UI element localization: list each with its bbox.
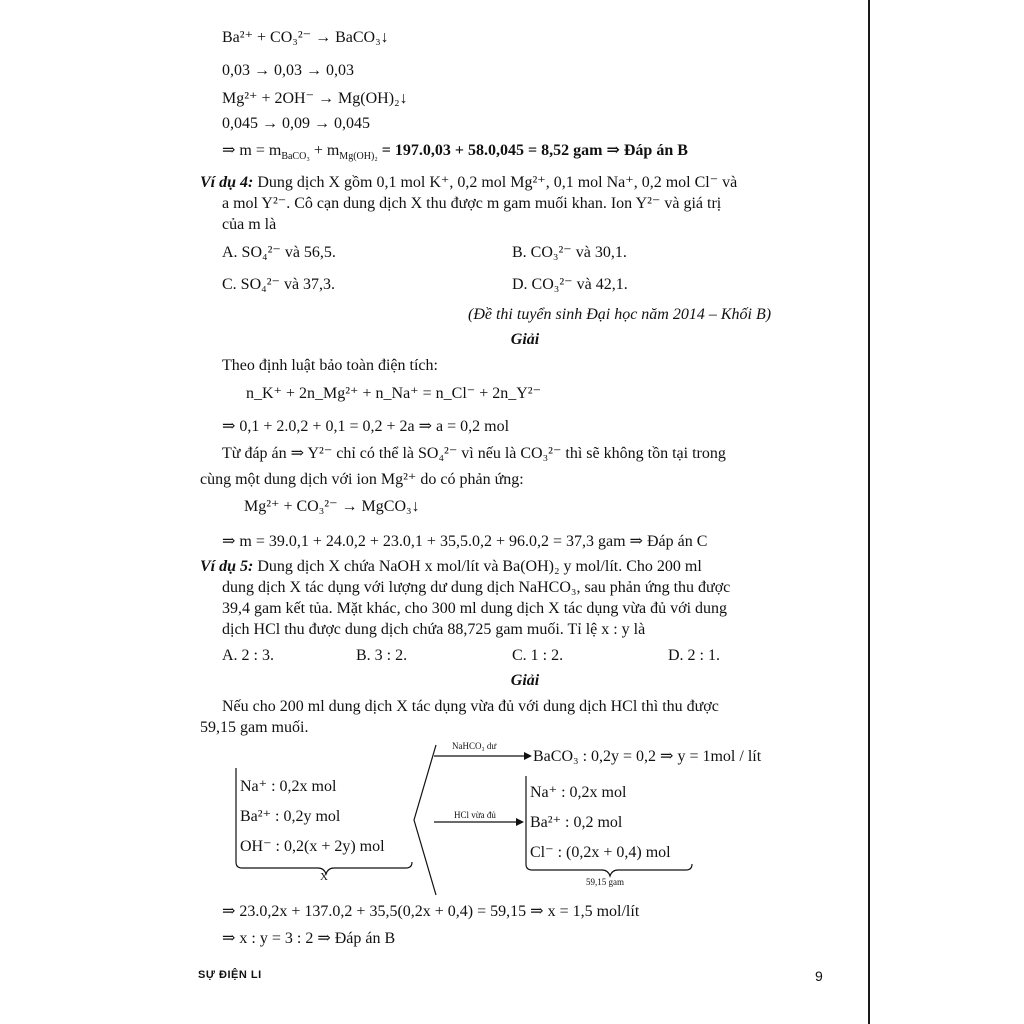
reaction-line: Ba²⁺ + CO₃²⁻ → BaCO₃↓ bbox=[222, 29, 389, 46]
example-text-line: của m là bbox=[222, 216, 277, 233]
ion-line: Ba²⁺ : 0,2y mol bbox=[240, 808, 341, 825]
ion-line: OH⁻ : 0,2(x + 2y) mol bbox=[240, 838, 385, 855]
subscript: Mg(OH)₂ bbox=[339, 151, 378, 163]
result-line: ⇒ m = 39.0,1 + 24.0,2 + 23.0,1 + 35,5.0,2 + 96.0,2 = 37,3 gam ⇒ Đáp án C bbox=[222, 533, 708, 550]
reaction-line: Mg²⁺ + 2OH⁻ → Mg(OH)₂↓ bbox=[222, 90, 408, 107]
solution-x-composition bbox=[240, 772, 385, 862]
arrow-middle-head bbox=[516, 818, 524, 826]
example-text-line: dịch HCl thu được dung dịch chứa 88,725 gam muối. Tỉ lệ x : y là bbox=[222, 621, 646, 638]
option-a: A. 2 : 3. bbox=[222, 647, 274, 664]
mole-line: 0,045 → 0,09 → 0,045 bbox=[222, 115, 370, 132]
charge-balance-equation: n_K⁺ + 2n_Mg²⁺ + n_Na⁺ = n_Cl⁻ + 2n_Y²⁻ bbox=[246, 385, 542, 402]
arrow-middle-label: HCl vừa đủ bbox=[454, 810, 496, 820]
option-c: C. SO₄²⁻ và 37,3. bbox=[222, 276, 336, 293]
example-text-line: dung dịch X tác dụng với lượng dư dung dịch NaHCO₃, sau phản ứng thu được bbox=[222, 579, 731, 596]
result-part: + m bbox=[309, 142, 340, 159]
product-solution-composition bbox=[530, 778, 671, 868]
arrow-top-label: NaHCO₃ dư bbox=[452, 741, 497, 751]
solution-line: Từ đáp án ⇒ Y²⁻ chỉ có thể là SO₄²⁻ vì nếu là CO₃²⁻ thì sẽ không tồn tại trong bbox=[222, 445, 726, 462]
ion-line: Na⁺ : 0,2x mol bbox=[240, 778, 337, 795]
example-text: Dung dịch X chứa NaOH x mol/lít và Ba(OH)₂ y mol/lít. Cho 200 ml bbox=[253, 558, 702, 575]
branch-angle bbox=[414, 745, 436, 895]
subscript: BaCO₃ bbox=[281, 151, 310, 163]
solution-line: Nếu cho 200 ml dung dịch X tác dụng vừa đủ với dung dịch HCl thì thu được bbox=[222, 698, 719, 715]
example-label: Ví dụ 4: bbox=[200, 174, 254, 191]
solution-line: ⇒ 0,1 + 2.0,2 + 0,1 = 0,2 + 2a ⇒ a = 0,2 mol bbox=[222, 418, 510, 435]
example-label: Ví dụ 5: bbox=[200, 558, 254, 575]
brace-label-mass: 59,15 gam bbox=[586, 877, 624, 887]
example-text: Dung dịch X gồm 0,1 mol K⁺, 0,2 mol Mg²⁺, 0,1 mol Na⁺, 0,2 mol Cl⁻ và bbox=[253, 174, 738, 191]
diagram-top-result: BaCO₃ : 0,2y = 0,2 ⇒ y = 1mol / lít bbox=[533, 748, 762, 765]
solution-line: cùng một dung dịch với ion Mg²⁺ do có phản ứng: bbox=[200, 471, 524, 488]
footer-chapter-title: SỰ ĐIỆN LI bbox=[198, 969, 262, 981]
result-line: ⇒ x : y = 3 : 2 ⇒ Đáp án B bbox=[222, 930, 396, 947]
option-c: C. 1 : 2. bbox=[512, 647, 564, 664]
reaction-line: Mg²⁺ + CO₃²⁻ → MgCO₃↓ bbox=[244, 498, 420, 515]
ion-line: Cl⁻ : (0,2x + 0,4) mol bbox=[530, 844, 671, 861]
example-text-line: 39,4 gam kết tủa. Mặt khác, cho 300 ml dung dịch X tác dụng vừa đủ với dung bbox=[222, 600, 728, 617]
option-a: A. SO₄²⁻ và 56,5. bbox=[222, 244, 336, 261]
option-b: B. 3 : 2. bbox=[356, 647, 408, 664]
brace-label-x: X bbox=[320, 871, 328, 883]
solution-line: 59,15 gam muối. bbox=[200, 719, 309, 736]
page-number: 9 bbox=[815, 968, 823, 984]
solution-line: Theo định luật bảo toàn điện tích: bbox=[222, 357, 438, 374]
option-b: B. CO₃²⁻ và 30,1. bbox=[512, 244, 627, 261]
arrow-top-head bbox=[524, 752, 532, 760]
mole-line: 0,03 → 0,03 → 0,03 bbox=[222, 62, 354, 79]
ion-line: Na⁺ : 0,2x mol bbox=[530, 784, 627, 801]
solution-line: ⇒ 23.0,2x + 137.0,2 + 35,5(0,2x + 0,4) = 59,15 ⇒ x = 1,5 mol/lít bbox=[222, 903, 640, 920]
solution-title: Giải bbox=[510, 672, 540, 689]
result-part: = 197.0,03 + 58.0,045 = 8,52 gam ⇒ Đáp án B bbox=[377, 142, 688, 159]
ion-line: Ba²⁺ : 0,2 mol bbox=[530, 814, 623, 831]
option-d: D. 2 : 1. bbox=[668, 647, 720, 664]
source-note: (Đề thi tuyển sinh Đại học năm 2014 – Khối B) bbox=[468, 306, 772, 323]
option-d: D. CO₃²⁻ và 42,1. bbox=[512, 276, 628, 293]
example-text-line: a mol Y²⁻. Cô cạn dung dịch X thu được m gam muối khan. Ion Y²⁻ và giá trị bbox=[222, 195, 722, 212]
result-part: ⇒ m = m bbox=[222, 142, 282, 159]
solution-title: Giải bbox=[510, 331, 540, 348]
